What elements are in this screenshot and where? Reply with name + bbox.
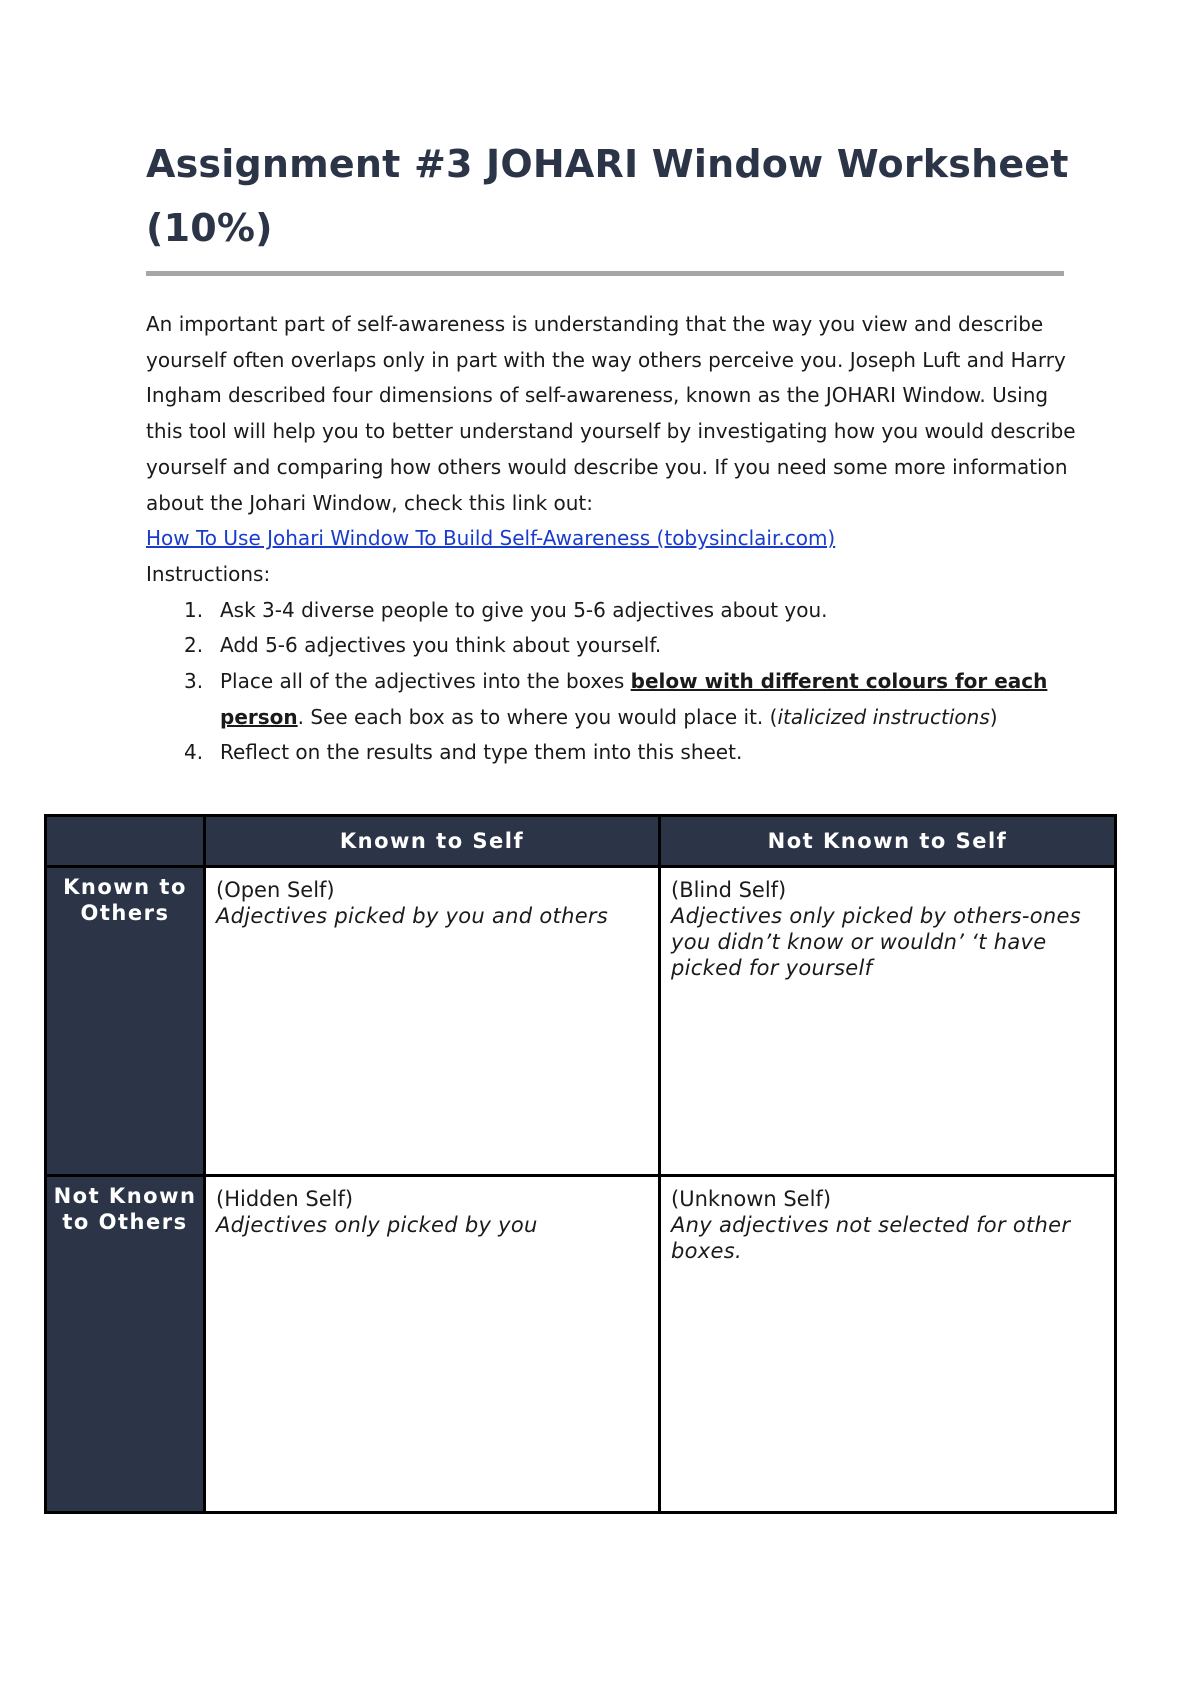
instructions-label: Instructions: [146,561,271,586]
johari-window-table [44,814,1117,1514]
table-header-row [46,816,1116,867]
instruction-step-2: Add 5-6 adjectives you think about yourself. [220,633,662,658]
unknown-self-title: (Unknown Self) [671,1187,832,1211]
row-header-not-known-to-others: Not Known to Others [46,1176,205,1513]
open-self-cell[interactable] [205,867,660,1176]
blind-self-description: Adjectives only picked by others-ones you didn’t know or wouldn’ ‘t have picked for yourself [671,904,1081,980]
open-self-title: (Open Self) [216,878,335,902]
list-number: 3. [184,669,204,694]
intro-paragraph: An important part of self-awareness is understanding that the way you view and describe yourself often overlaps only in part with the way others perceive you. Joseph Luft and Harry Ingham described four dimensions of self-awareness, known as the JOHARI Window. Using this tool will help you to better understand yourself by investigating how you would describe yourself and comparing how others would describe you. If you need some more information about the Johari Window, check this link out: [146,312,1076,515]
instruction-step-3-italic: italicized instructions [777,704,990,729]
list-item [146,593,1076,629]
list-number: 1. [184,597,204,622]
johari-resource-link[interactable]: How To Use Johari Window To Build Self-Awareness (tobysinclair.com) [146,526,836,551]
title-divider [146,271,1064,276]
list-item [146,664,1076,735]
corner-header-cell [46,816,205,867]
hidden-self-cell[interactable] [205,1176,660,1513]
unknown-self-description: Any adjectives not selected for other boxes. [671,1213,1071,1263]
unknown-self-cell[interactable] [660,1176,1116,1513]
blind-self-cell[interactable] [660,867,1116,1176]
instruction-step-3-lead: Place all of the adjectives into the boxes [220,669,631,694]
list-item [146,735,1076,771]
instruction-step-4: Reflect on the results and type them into this sheet. [220,740,743,765]
list-number: 4. [184,740,204,765]
hidden-self-title: (Hidden Self) [216,1187,354,1211]
document-body [146,307,1076,771]
list-item [146,628,1076,664]
open-self-description: Adjectives picked by you and others [216,904,609,928]
table-row [46,1176,1116,1513]
row-header-known-to-others: Known to Others [46,867,205,1176]
header-known-to-self: Known to Self [205,816,660,867]
hidden-self-description: Adjectives only picked by you [216,1213,538,1237]
table-row [46,867,1116,1176]
instruction-list [146,593,1076,772]
blind-self-title: (Blind Self) [671,878,787,902]
instruction-step-3-end: ) [989,704,998,729]
instruction-step-1: Ask 3-4 diverse people to give you 5-6 adjectives about you. [220,597,828,622]
header-not-known-to-self: Not Known to Self [660,816,1116,867]
instruction-step-3-emphasis: below with different colours for each person [220,669,1048,729]
page-title: Assignment #3 JOHARI Window Worksheet (10%) [146,142,1069,250]
list-number: 2. [184,633,204,658]
instruction-step-3-middle: . See each box as to where you would place it. ( [297,704,778,729]
